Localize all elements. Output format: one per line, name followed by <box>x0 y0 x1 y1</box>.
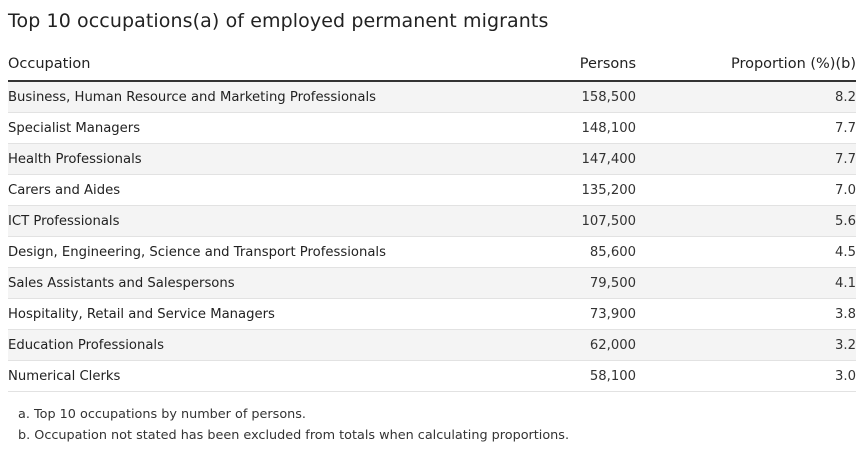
cell-proportion: 3.8 <box>636 299 856 330</box>
cell-proportion: 7.7 <box>636 144 856 175</box>
table-row <box>8 81 856 113</box>
table-row <box>8 361 856 392</box>
cell-persons: 107,500 <box>478 206 636 237</box>
cell-proportion: 4.5 <box>636 237 856 268</box>
cell-persons: 58,100 <box>478 361 636 392</box>
table-row <box>8 268 856 299</box>
cell-occupation: Carers and Aides <box>8 175 478 206</box>
cell-persons: 147,400 <box>478 144 636 175</box>
cell-occupation: Design, Engineering, Science and Transport Professionals <box>8 237 478 268</box>
header-proportion: Proportion (%)(b) <box>636 47 856 81</box>
cell-proportion: 4.1 <box>636 268 856 299</box>
table-row <box>8 237 856 268</box>
cell-persons: 73,900 <box>478 299 636 330</box>
header-persons: Persons <box>478 47 636 81</box>
footnote-b: b. Occupation not stated has been excluded from totals when calculating proportions. <box>18 428 570 443</box>
page-title: Top 10 occupations(a) of employed permanent migrants <box>8 10 549 32</box>
cell-proportion: 5.6 <box>636 206 856 237</box>
cell-occupation: Specialist Managers <box>8 113 478 144</box>
cell-persons: 85,600 <box>478 237 636 268</box>
cell-proportion: 7.0 <box>636 175 856 206</box>
cell-occupation: Numerical Clerks <box>8 361 478 392</box>
cell-proportion: 3.0 <box>636 361 856 392</box>
header-occupation: Occupation <box>8 47 478 81</box>
cell-proportion: 8.2 <box>636 81 856 113</box>
cell-persons: 79,500 <box>478 268 636 299</box>
cell-persons: 158,500 <box>478 81 636 113</box>
cell-occupation: Sales Assistants and Salespersons <box>8 268 478 299</box>
cell-occupation: Business, Human Resource and Marketing Professionals <box>8 81 478 113</box>
table-row <box>8 144 856 175</box>
cell-persons: 135,200 <box>478 175 636 206</box>
table-row <box>8 113 856 144</box>
occupations-table <box>8 47 856 392</box>
cell-persons: 62,000 <box>478 330 636 361</box>
table-row <box>8 299 856 330</box>
cell-occupation: Education Professionals <box>8 330 478 361</box>
cell-proportion: 7.7 <box>636 113 856 144</box>
table-footnotes <box>18 404 569 446</box>
cell-occupation: Hospitality, Retail and Service Managers <box>8 299 478 330</box>
table-row <box>8 206 856 237</box>
cell-persons: 148,100 <box>478 113 636 144</box>
header-row <box>8 47 856 81</box>
table-header <box>8 47 856 81</box>
table-body <box>8 81 856 392</box>
table-row <box>8 175 856 206</box>
cell-occupation: ICT Professionals <box>8 206 478 237</box>
footnote-a: a. Top 10 occupations by number of persons. <box>18 407 306 422</box>
table-row <box>8 330 856 361</box>
cell-proportion: 3.2 <box>636 330 856 361</box>
cell-occupation: Health Professionals <box>8 144 478 175</box>
